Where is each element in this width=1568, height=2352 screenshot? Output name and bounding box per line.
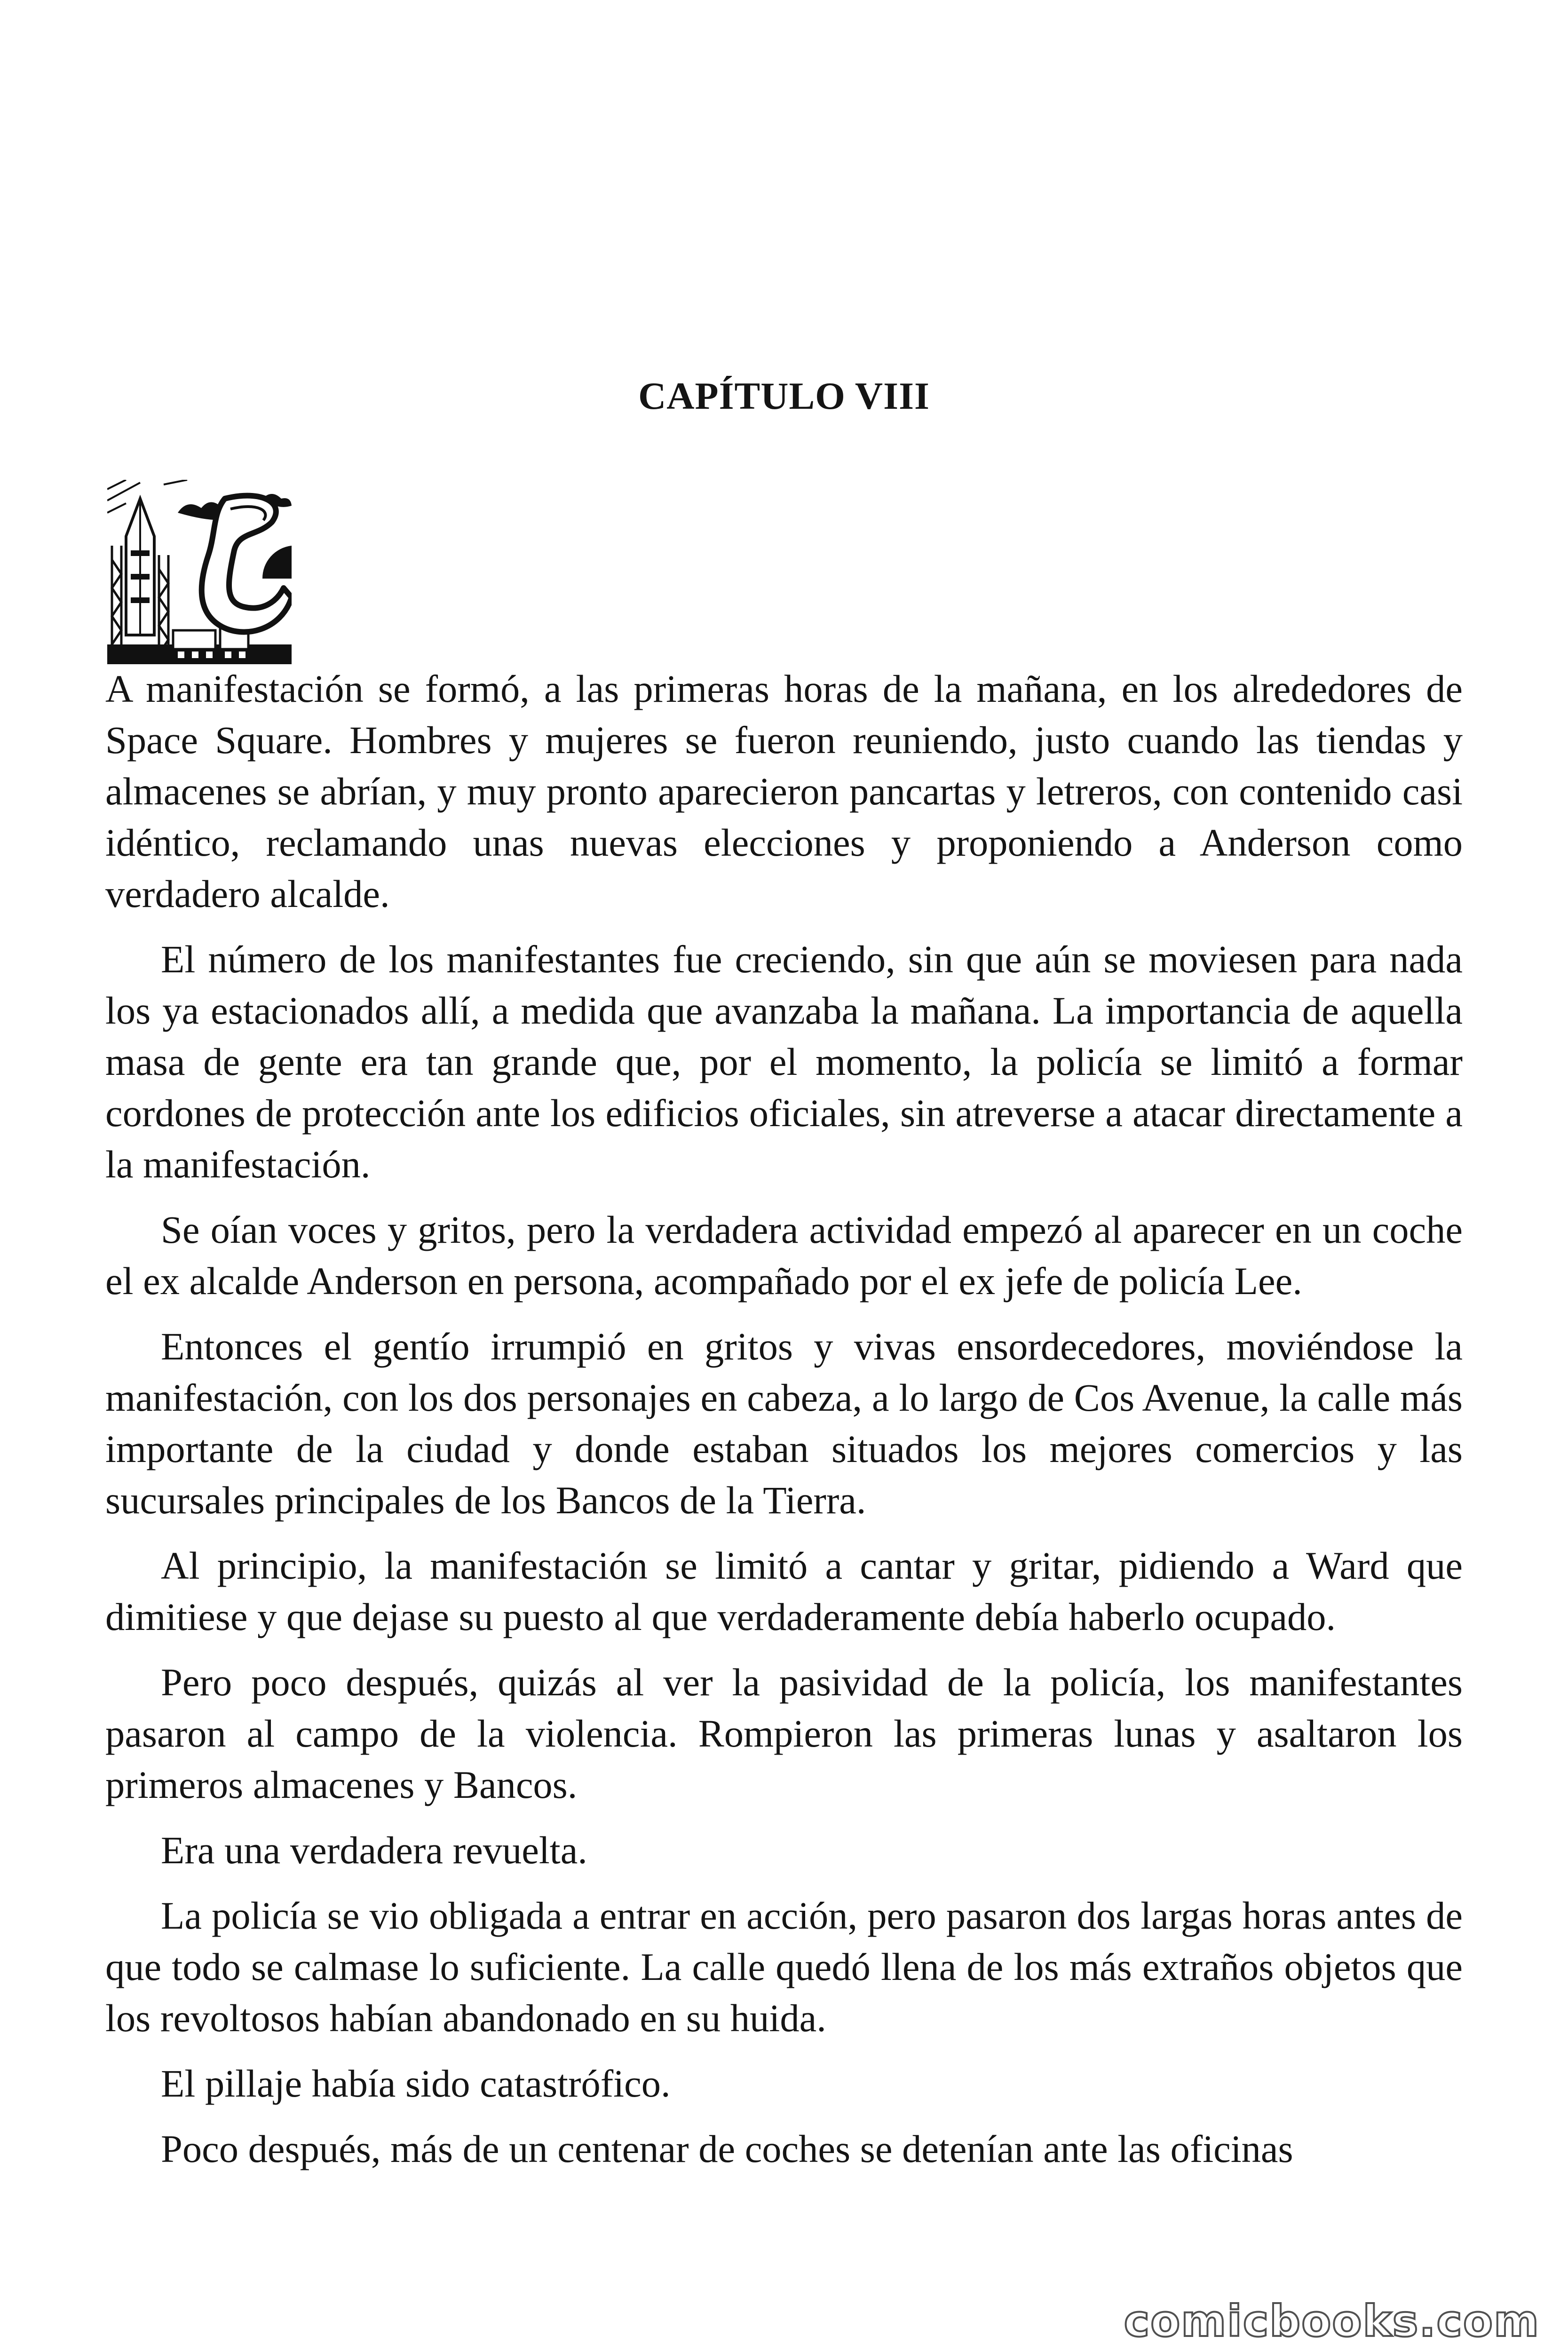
paragraph: A manifestación se formó, a las primeras horas de la mañana, en los alrededores de Space Square. Hombres y mujeres se fueron reuniendo, justo cuando las tiendas y almacenes se abrían, y muy pronto aparecieron pancartas y letreros, con contenido casi idéntico, reclamando unas nuevas elecciones y proponiendo a Anderson como verdadero alcalde.: [105, 667, 1463, 915]
paragraph: Pero poco después, quizás al ver la pasividad de la policía, los manifestantes pasaron al campo de la violencia. Rompieron las primeras lunas y asaltaron los primeros almacenes y Bancos.: [105, 1661, 1463, 1806]
paragraph: El número de los manifestantes fue creciendo, sin que aún se moviesen para nada los ya estacionados allí, a medida que avanzaba la mañana. La importancia de aquella masa de gente era tan grande que, por el momento, la policía se limitó a formar cordones de protección ante los edificios oficiales, sin atreverse a atacar directamente a la manifestación.: [105, 938, 1463, 1186]
rocket-launch-icon: [107, 480, 292, 664]
paragraph: Era una verdadera revuelta.: [161, 1828, 587, 1872]
dropcap-illustration: [107, 480, 292, 664]
paragraph: El pillaje había sido catastrófico.: [161, 2062, 671, 2105]
paragraph: Al principio, la manifestación se limitó a cantar y gritar, pidiendo a Ward que dimitiese y que dejase su puesto al que verdaderamente debía haberlo ocupado.: [105, 1544, 1463, 1638]
paragraph: Entonces el gentío irrumpió en gritos y vivas ensordecedores, moviéndose la manifestación, con los dos personajes en cabeza, a lo largo de Cos Avenue, la calle más importante de la ciudad y donde estaban situados los mejores comercios y las sucursales principales de los Bancos de la Tierra.: [105, 1325, 1463, 1522]
chapter-body: [105, 663, 1463, 2175]
paragraph: La policía se vio obligada a entrar en acción, pero pasaron dos largas horas antes de que todo se calmase lo suficiente. La calle quedó llena de los más extraños objetos que los revoltosos habían abandonado en su huida.: [105, 1894, 1463, 2040]
chapter-title: CAPÍTULO VIII: [638, 374, 930, 417]
paragraph: Poco después, más de un centenar de coches se detenían ante las oficinas: [161, 2127, 1293, 2170]
paragraph: Se oían voces y gritos, pero la verdadera actividad empezó al aparecer en un coche el ex alcalde Anderson en persona, acompañado por el ex jefe de policía Lee.: [105, 1208, 1463, 1303]
watermark: comicbooks.com: [1124, 2296, 1540, 2346]
